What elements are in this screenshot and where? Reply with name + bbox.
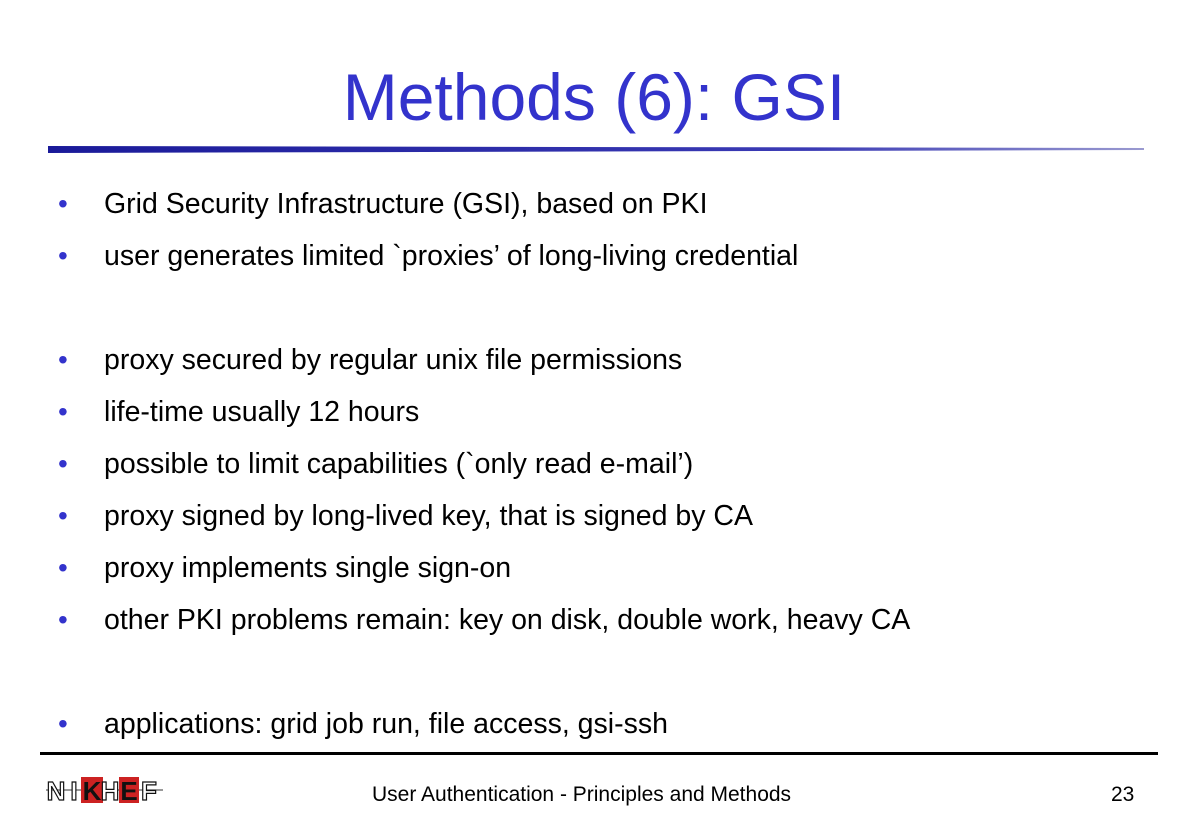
bullet-dot-icon: • [58,188,68,219]
bullet-text: life-time usually 12 hours [104,396,420,428]
bullet-item [58,230,1158,282]
svg-text:H: H [100,776,120,806]
bullet-text: applications: grid job run, file access, gsi-ssh [104,708,668,740]
bullet-item [58,386,1158,438]
bullet-item [58,438,1158,490]
bullet-dot-icon: • [58,448,68,479]
bullet-item [58,594,1158,646]
bullet-text: possible to limit capabilities (`only read e-mail’) [104,448,694,480]
bullet-list [58,178,1158,750]
bullet-dot-icon: • [58,500,68,531]
bullet-item [58,334,1158,386]
svg-text:K: K [82,776,102,806]
footer-title: User Authentication - Principles and Methods [372,783,792,806]
svg-text:E: E [120,776,138,806]
bullet-text: proxy implements single sign-on [104,552,512,584]
bullet-dot-icon: • [58,552,68,583]
bullet-item [58,490,1158,542]
slide-title: Methods (6): GSI [342,60,846,134]
svg-text:I: I [70,776,78,806]
bullet-item [58,542,1158,594]
footer-divider [40,752,1158,755]
bullet-dot-icon: • [58,604,68,635]
bullet-item [58,178,1158,230]
bullet-text: Grid Security Infrastructure (GSI), based on PKI [104,188,708,220]
bullet-dot-icon: • [58,344,68,375]
bullet-text: user generates limited `proxies’ of long-living credential [104,240,799,272]
svg-text:N: N [46,776,66,806]
bullet-dot-icon: • [58,240,68,271]
title-underline [48,146,1144,153]
page-number: 23 [1111,783,1135,806]
nikhef-logo [42,772,167,808]
bullet-text: proxy signed by long-lived key, that is signed by CA [104,500,753,532]
bullet-dot-icon: • [58,396,68,427]
bullet-text: proxy secured by regular unix file permissions [104,344,683,376]
svg-text:F: F [141,776,157,806]
bullet-item [58,698,1158,750]
bullet-text: other PKI problems remain: key on disk, double work, heavy CA [104,604,911,636]
bullet-dot-icon: • [58,708,68,739]
